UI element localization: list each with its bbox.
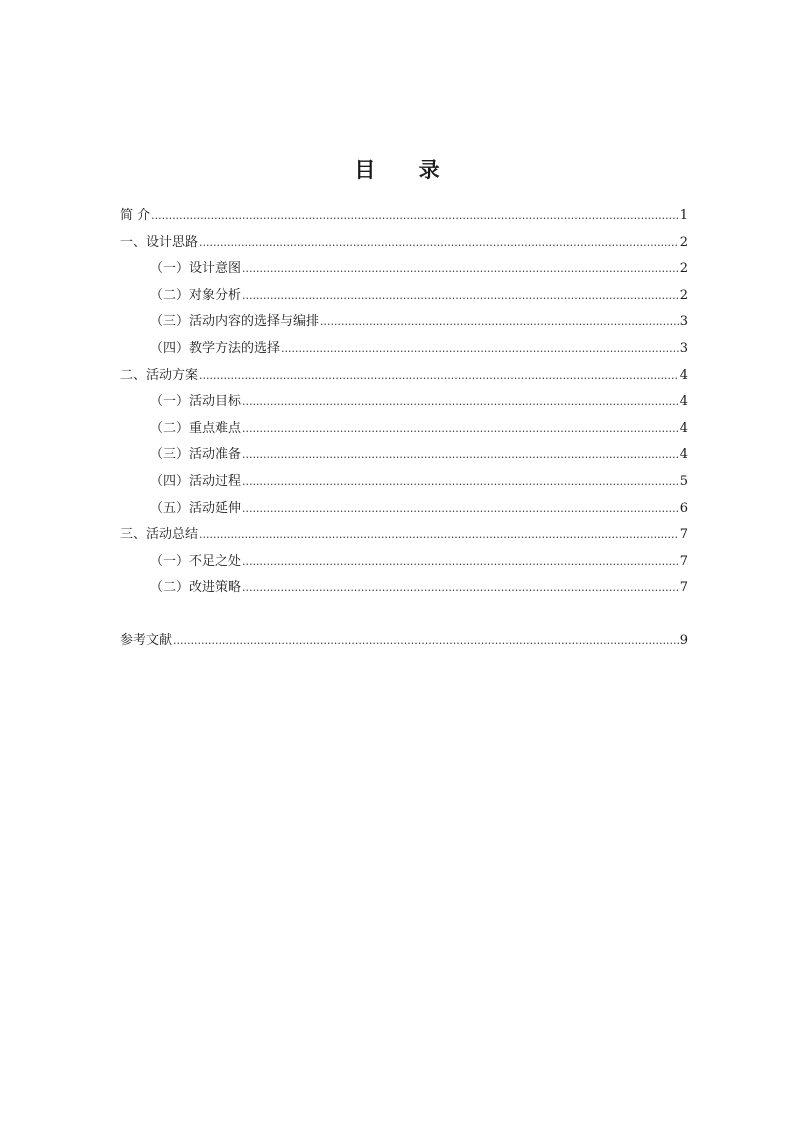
toc-dot-leader xyxy=(281,336,679,363)
toc-dot-leader xyxy=(173,628,679,655)
toc-dot-leader xyxy=(242,283,679,310)
toc-entry-label: （一）活动目标 xyxy=(150,394,242,410)
toc-entry-label: （二）对象分析 xyxy=(150,287,242,303)
toc-entry-label: （四）活动过程 xyxy=(150,473,242,489)
toc-dot-leader xyxy=(151,203,679,230)
toc-entry-section-3-2[interactable] xyxy=(120,575,688,602)
toc-entry-section-2[interactable] xyxy=(120,363,688,390)
toc-entry-label: 简 介 xyxy=(120,208,151,223)
toc-entry-section-2-1[interactable] xyxy=(120,389,688,416)
toc-entry-page: 2 xyxy=(679,287,688,303)
toc-entry-page: 7 xyxy=(679,527,688,543)
toc-entry-page: 2 xyxy=(679,234,688,250)
toc-entry-label: （二）改进策略 xyxy=(150,580,242,596)
toc-dot-leader xyxy=(242,416,679,443)
toc-dot-leader xyxy=(242,256,679,283)
toc-entry-page: 4 xyxy=(679,420,688,436)
toc-entry-page: 3 xyxy=(679,340,688,356)
toc-entry-label: （三）活动准备 xyxy=(150,447,242,463)
toc-entry-page: 7 xyxy=(679,553,688,569)
toc-entry-page: 3 xyxy=(679,314,688,330)
toc-dot-leader xyxy=(199,522,679,549)
toc-entry-section-2-4[interactable] xyxy=(120,469,688,496)
table-of-contents xyxy=(120,203,688,655)
toc-entry-references[interactable] xyxy=(120,628,688,655)
toc-dot-leader xyxy=(242,549,679,576)
toc-entry-label: （四）教学方法的选择 xyxy=(150,340,281,356)
toc-dot-leader xyxy=(242,442,679,469)
toc-entry-section-3-1[interactable] xyxy=(120,549,688,576)
toc-entry-label: 二、活动方案 xyxy=(120,367,199,383)
toc-entry-label: （三）活动内容的选择与编排 xyxy=(150,314,320,330)
toc-entry-section-1-4[interactable] xyxy=(120,336,688,363)
toc-dot-leader xyxy=(242,496,679,523)
toc-dot-leader xyxy=(242,389,679,416)
toc-entry-label: 参考文献 xyxy=(120,632,173,648)
toc-entry-section-2-3[interactable] xyxy=(120,442,688,469)
toc-dot-leader xyxy=(242,575,679,602)
toc-entry-section-2-5[interactable] xyxy=(120,496,688,523)
toc-entry-label: 一、设计思路 xyxy=(120,234,199,250)
toc-entry-section-2-2[interactable] xyxy=(120,416,688,443)
toc-entry-label: （二）重点难点 xyxy=(150,420,242,436)
toc-entry-section-1-1[interactable] xyxy=(120,256,688,283)
toc-dot-leader xyxy=(199,363,679,390)
page-title: 目 录 xyxy=(354,158,458,182)
toc-entry-intro[interactable] xyxy=(120,203,688,230)
toc-entry-label: 三、活动总结 xyxy=(120,527,199,543)
toc-entry-page: 1 xyxy=(679,208,688,223)
toc-entry-page: 7 xyxy=(679,580,688,596)
toc-entry-page: 6 xyxy=(679,500,688,516)
toc-entry-section-1-3[interactable] xyxy=(120,309,688,336)
toc-entry-page: 4 xyxy=(679,394,688,410)
toc-entry-page: 4 xyxy=(679,367,688,383)
toc-entry-section-3[interactable] xyxy=(120,522,688,549)
toc-entry-label: （五）活动延伸 xyxy=(150,500,242,516)
toc-entry-label: （一）设计意图 xyxy=(150,261,242,277)
toc-dot-leader xyxy=(242,469,679,496)
toc-entry-section-1-2[interactable] xyxy=(120,283,688,310)
toc-entry-label: （一）不足之处 xyxy=(150,553,242,569)
toc-entry-page: 9 xyxy=(679,632,688,648)
toc-entry-page: 5 xyxy=(679,473,688,489)
toc-entry-section-1[interactable] xyxy=(120,230,688,257)
toc-dot-leader xyxy=(320,309,679,336)
toc-entry-page: 4 xyxy=(679,447,688,463)
toc-dot-leader xyxy=(199,230,679,257)
toc-entry-page: 2 xyxy=(679,261,688,277)
